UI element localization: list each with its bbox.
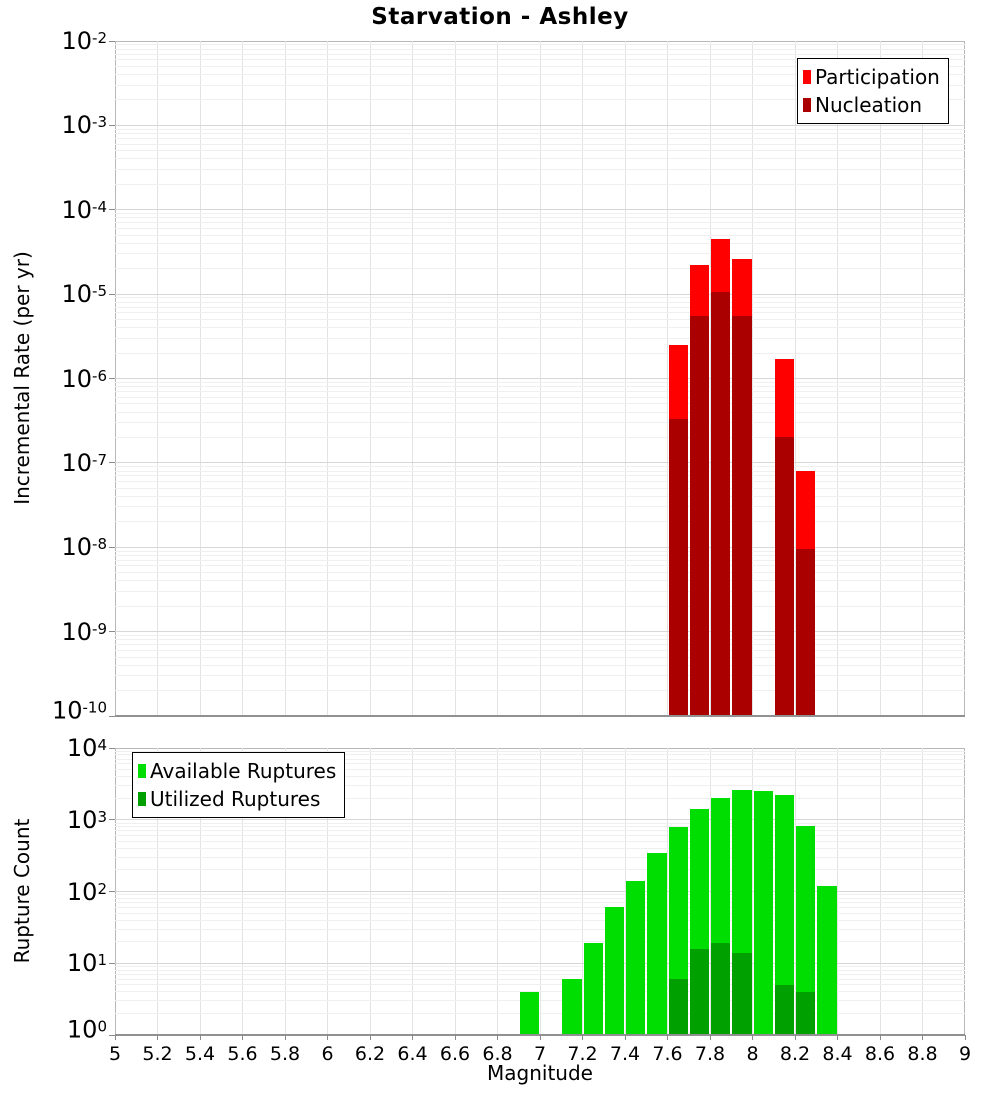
y-gridline-minor	[115, 253, 965, 254]
y-gridline-minor	[115, 382, 965, 383]
y-gridline-minor	[115, 466, 965, 467]
y-tick-label: $10^{-7}$	[61, 448, 107, 477]
x-tick-mark	[795, 1035, 796, 1040]
bar-available-7.1	[562, 979, 581, 1035]
y-gridline-minor	[115, 898, 965, 899]
x-tick-mark	[497, 1035, 498, 1040]
y-tick-label: $10^2$	[66, 877, 107, 906]
y-gridline-minor	[115, 657, 965, 658]
y-gridline-minor	[115, 869, 965, 870]
y-gridline-minor	[115, 970, 965, 971]
y-gridline-minor	[115, 235, 965, 236]
x-tick-label: 6.8	[482, 1043, 513, 1065]
y-tick-mark	[109, 547, 115, 548]
y-gridline-minor	[115, 297, 965, 298]
bar-utilized-7.7	[690, 949, 709, 1035]
y-gridline-minor	[115, 302, 965, 303]
x-tick-mark	[157, 1035, 158, 1040]
y-gridline-minor	[115, 913, 965, 914]
y-gridline-minor	[115, 1013, 965, 1014]
y-tick-label: $10^0$	[66, 1015, 107, 1044]
legend-row-participation	[803, 63, 940, 91]
x-tick-mark	[582, 1035, 583, 1040]
x-tick-mark	[115, 1035, 116, 1040]
y-gridline-minor	[115, 823, 965, 824]
x-tick-label: 6.6	[439, 1043, 471, 1065]
x-tick-mark	[370, 1035, 371, 1040]
x-tick-mark	[540, 1035, 541, 1040]
y-gridline-major	[115, 209, 965, 210]
y-tick-label: $10^3$	[66, 805, 107, 834]
count-legend	[132, 752, 345, 818]
y-gridline-minor	[115, 857, 965, 858]
y-tick-label: $10^{-4}$	[61, 195, 107, 224]
y-gridline-minor	[115, 49, 965, 50]
y-tick-mark	[109, 378, 115, 379]
y-gridline-minor	[115, 307, 965, 308]
rate-legend	[797, 58, 949, 124]
participation-swatch-icon	[803, 70, 811, 84]
x-tick-mark	[455, 1035, 456, 1040]
rate-plot-panel	[115, 41, 965, 716]
y-gridline-minor	[115, 665, 965, 666]
bar-utilized-7.8	[711, 943, 730, 1035]
y-gridline-minor	[115, 268, 965, 269]
x-tick-mark	[837, 1035, 838, 1040]
participation-legend-label: Participation	[815, 65, 940, 89]
y-tick-mark	[109, 631, 115, 632]
y-gridline-minor	[115, 675, 965, 676]
y-gridline-minor	[115, 471, 965, 472]
x-tick-mark	[710, 1035, 711, 1040]
x-tick-mark	[880, 1035, 881, 1040]
y-gridline-minor	[115, 551, 965, 552]
y-tick-mark	[109, 462, 115, 463]
y-tick-mark	[109, 125, 115, 126]
bar-utilized-7.9	[732, 953, 751, 1035]
y-gridline-minor	[115, 158, 965, 159]
x-tick-label: 8.4	[822, 1043, 853, 1065]
bar-available-8.3	[817, 886, 836, 1035]
y-tick-mark	[109, 891, 115, 892]
y-gridline-minor	[115, 222, 965, 223]
y-tick-label: $10^{-3}$	[61, 111, 107, 140]
y-gridline-minor	[115, 635, 965, 636]
x-tick-label: 8.6	[864, 1043, 896, 1065]
y-gridline-major	[115, 819, 965, 820]
y-gridline-minor	[115, 397, 965, 398]
x-tick-mark	[922, 1035, 923, 1040]
y-gridline-minor	[115, 835, 965, 836]
y-gridline-minor	[115, 213, 965, 214]
y-gridline-minor	[115, 129, 965, 130]
y-gridline-minor	[115, 572, 965, 573]
y-gridline-minor	[115, 391, 965, 392]
y-tick-mark	[109, 294, 115, 295]
nucleation-legend-label: Nucleation	[815, 93, 923, 117]
y-tick-mark	[109, 41, 115, 42]
y-gridline-minor	[115, 991, 965, 992]
chart-title: Starvation - Ashley	[371, 4, 629, 30]
x-tick-label: 5.4	[184, 1043, 216, 1065]
y-tick-label: $10^{-8}$	[61, 533, 107, 562]
x-tick-mark	[200, 1035, 201, 1040]
y-tick-label: $10^{-5}$	[61, 280, 107, 309]
x-tick-mark	[752, 1035, 753, 1040]
y-gridline-minor	[115, 184, 965, 185]
bar-utilized-7.6	[669, 979, 688, 1035]
y-gridline-minor	[115, 138, 965, 139]
bar-nucleation-7.9	[732, 316, 751, 716]
x-tick-label: 5.6	[227, 1043, 258, 1065]
y-gridline-minor	[115, 830, 965, 831]
y-gridline-minor	[115, 902, 965, 903]
y-gridline-minor	[115, 644, 965, 645]
x-tick-label: 6	[321, 1043, 334, 1065]
y-gridline-major	[115, 125, 965, 126]
y-gridline-minor	[115, 481, 965, 482]
x-tick-label: 8	[746, 1043, 759, 1065]
legend-row-utilized	[138, 785, 336, 813]
y-gridline-minor	[115, 565, 965, 566]
x-tick-label: 6.2	[354, 1043, 386, 1065]
y-gridline-minor	[115, 966, 965, 967]
y-gridline-minor	[115, 44, 965, 45]
nucleation-swatch-icon	[803, 98, 811, 112]
y-gridline-minor	[115, 54, 965, 55]
y-gridline-minor	[115, 496, 965, 497]
y-gridline-major	[115, 891, 965, 892]
x-tick-mark	[285, 1035, 286, 1040]
y-tick-label: $10^1$	[66, 949, 107, 978]
y-gridline-minor	[115, 312, 965, 313]
x-tick-label: 7	[533, 1043, 547, 1065]
y-gridline-minor	[115, 974, 965, 975]
utilized-ruptures-legend-label: Utilized Ruptures	[150, 787, 321, 811]
y-gridline-minor	[115, 319, 965, 320]
x-tick-label: 9	[958, 1043, 972, 1065]
y-gridline-minor	[115, 894, 965, 895]
bar-available-8	[754, 791, 773, 1035]
y-gridline-minor	[115, 217, 965, 218]
y-gridline-minor	[115, 412, 965, 413]
bar-nucleation-8.2	[796, 549, 815, 716]
y-gridline-minor	[115, 1000, 965, 1001]
x-tick-mark	[327, 1035, 328, 1040]
y-tick-label: $10^{-2}$	[61, 27, 107, 55]
x-tick-label: 5	[108, 1043, 122, 1065]
y-gridline-minor	[115, 228, 965, 229]
y-tick-mark	[109, 716, 115, 717]
x-tick-label: 7.6	[652, 1043, 683, 1065]
bar-utilized-8.2	[796, 992, 815, 1035]
y-tick-mark	[109, 819, 115, 820]
bar-available-7.5	[647, 853, 666, 1035]
y-gridline-minor	[115, 984, 965, 985]
y-gridline-major	[115, 294, 965, 295]
y-gridline-major	[115, 963, 965, 964]
y-gridline-minor	[115, 979, 965, 980]
x-tick-label: 7.2	[567, 1043, 598, 1065]
y-gridline-minor	[115, 327, 965, 328]
y-tick-mark	[109, 209, 115, 210]
y-gridline-minor	[115, 826, 965, 827]
x-tick-label: 8.2	[779, 1043, 811, 1065]
available-ruptures-legend-label: Available Ruptures	[150, 759, 337, 783]
legend-row-nucleation	[803, 91, 940, 119]
y-gridline-minor	[115, 386, 965, 387]
y-gridline-major	[115, 462, 965, 463]
x-tick-label: 5.2	[142, 1043, 173, 1065]
y-gridline-minor	[115, 650, 965, 651]
y-gridline-minor	[115, 580, 965, 581]
bar-nucleation-8.1	[775, 437, 794, 716]
y-gridline-minor	[115, 560, 965, 561]
y-gridline-minor	[115, 488, 965, 489]
bar-nucleation-7.8	[711, 292, 730, 716]
x-tick-mark	[965, 1035, 966, 1040]
utilized-ruptures-swatch-icon	[138, 792, 146, 806]
bar-utilized-8.1	[775, 985, 794, 1035]
y-tick-mark	[109, 963, 115, 964]
x-tick-mark	[412, 1035, 413, 1040]
x-tick-mark	[667, 1035, 668, 1040]
bar-available-6.9	[520, 992, 539, 1035]
y-gridline-minor	[115, 144, 965, 145]
bar-available-7.4	[626, 881, 645, 1035]
y-gridline-minor	[115, 690, 965, 691]
y-gridline-minor	[115, 848, 965, 849]
y-gridline-minor	[115, 437, 965, 438]
y-gridline-minor	[115, 606, 965, 607]
x-tick-label: 7.4	[609, 1043, 641, 1065]
legend-row-available	[138, 757, 336, 785]
y-tick-label: $10^{-9}$	[61, 617, 107, 646]
y-gridline-minor	[115, 169, 965, 170]
x-tick-mark	[625, 1035, 626, 1040]
y-gridline-minor	[115, 941, 965, 942]
bar-nucleation-7.7	[690, 316, 709, 716]
y-gridline-minor	[115, 920, 965, 921]
y-tick-label: $10^{-6}$	[61, 364, 107, 393]
y-gridline-minor	[115, 639, 965, 640]
y-gridline-minor	[115, 506, 965, 507]
y-gridline-minor	[115, 591, 965, 592]
y-gridline-major	[115, 631, 965, 632]
y-gridline-minor	[115, 403, 965, 404]
bar-available-7.2	[584, 943, 603, 1035]
y-gridline-minor	[115, 353, 965, 354]
y-tick-label: $10^{-10}$	[51, 696, 107, 725]
x-axis-title: Magnitude	[487, 1061, 593, 1085]
y-gridline-major	[115, 378, 965, 379]
x-tick-label: 6.4	[397, 1043, 428, 1065]
x-axis-line	[115, 715, 965, 717]
y-gridline-minor	[115, 555, 965, 556]
x-tick-mark	[242, 1035, 243, 1040]
y-gridline-minor	[115, 907, 965, 908]
y-tick-mark	[109, 748, 115, 749]
x-tick-label: 7.8	[694, 1043, 726, 1065]
y-gridline-major	[115, 547, 965, 548]
y-gridline-minor	[115, 133, 965, 134]
y-gridline-minor	[115, 475, 965, 476]
y-gridline-minor	[115, 841, 965, 842]
y-gridline-minor	[115, 243, 965, 244]
count-y-axis-title: Rupture Count	[10, 818, 34, 964]
bar-nucleation-7.6	[669, 419, 688, 716]
y-gridline-minor	[115, 338, 965, 339]
y-tick-label: $10^4$	[66, 734, 107, 762]
y-gridline-minor	[115, 521, 965, 522]
x-tick-label: 5.8	[269, 1043, 301, 1065]
rate-y-axis-title: Incremental Rate (per yr)	[10, 251, 34, 505]
y-gridline-minor	[115, 150, 965, 151]
y-gridline-minor	[115, 929, 965, 930]
bar-available-7.3	[605, 907, 624, 1035]
y-gridline-minor	[115, 422, 965, 423]
available-ruptures-swatch-icon	[138, 764, 146, 778]
x-tick-label: 8.8	[907, 1043, 938, 1065]
